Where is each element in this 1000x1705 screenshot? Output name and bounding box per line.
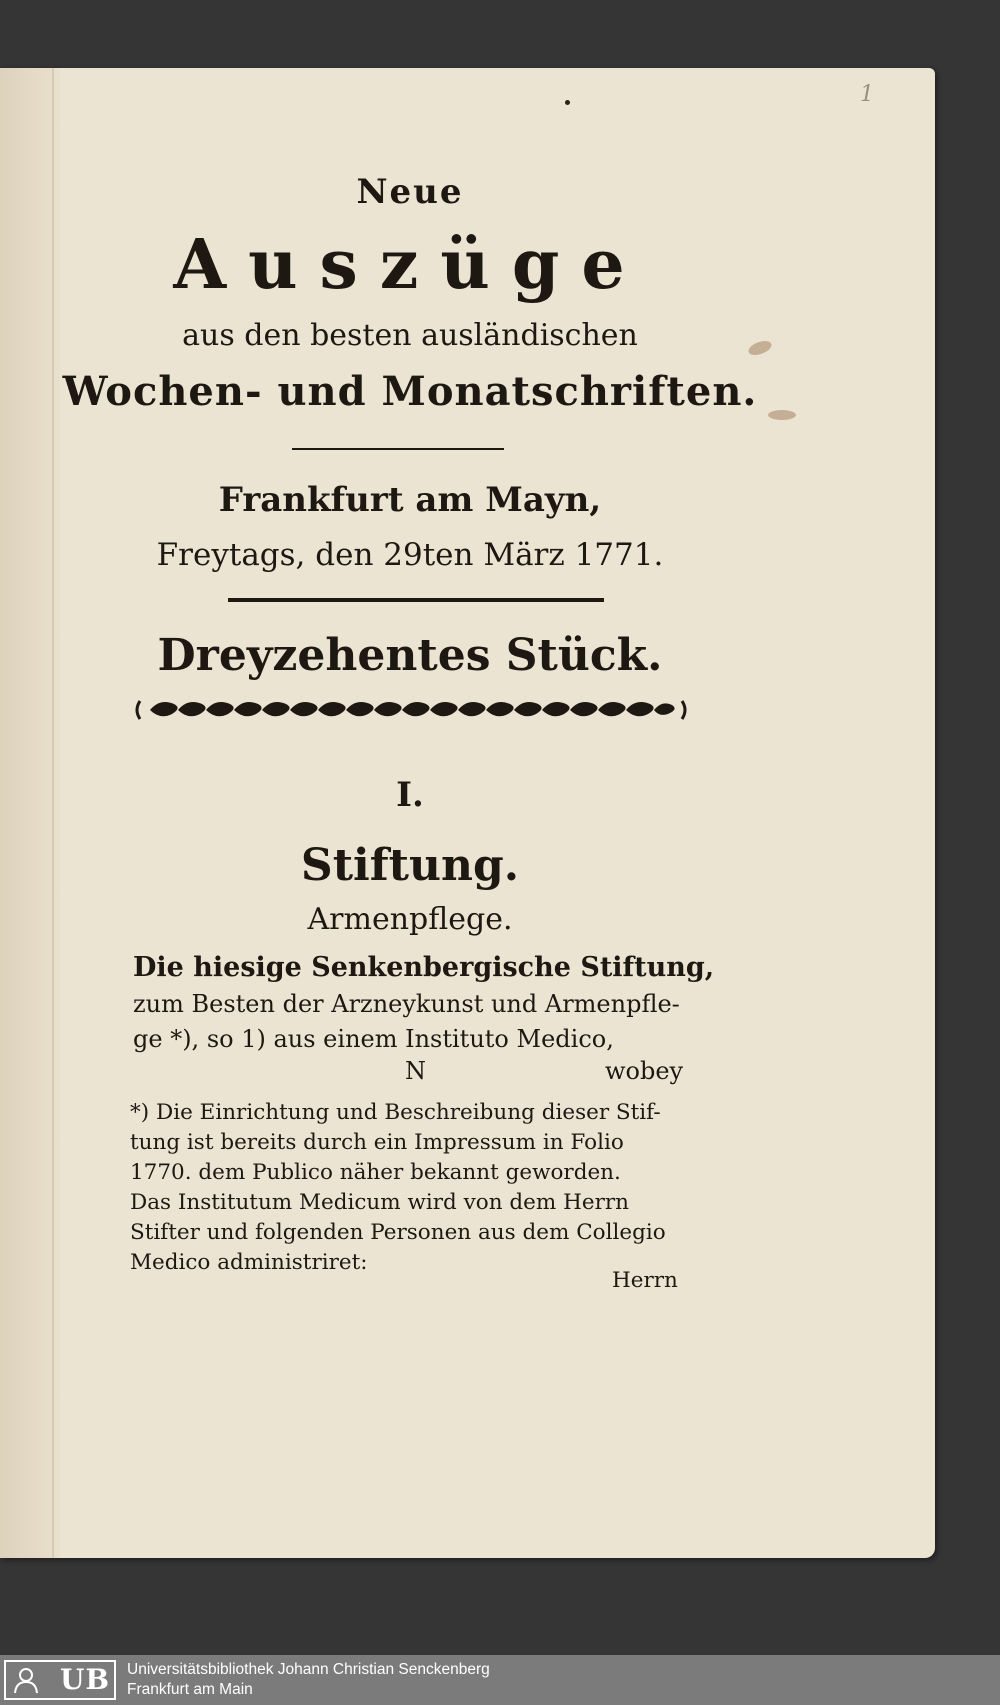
- title-neue: Neue: [356, 172, 464, 212]
- issue-title: Dreyzehentes Stück.: [157, 630, 663, 681]
- institution-name: Universitätsbibliothek Johann Christian Senckenberg: [127, 1661, 490, 1678]
- footnote-line: Stifter und folgenden Personen aus dem Collegio: [130, 1220, 666, 1245]
- title-subtitle-2: Wochen- und Monatschriften.: [62, 368, 758, 415]
- subsection-title: Armenpflege.: [307, 902, 513, 937]
- date-line: Freytags, den 29ten März 1771.: [156, 537, 664, 573]
- footnote-catchword: Herrn: [612, 1268, 678, 1293]
- place-line: Frankfurt am Mayn,: [218, 480, 602, 520]
- date-rule: [228, 598, 604, 602]
- section-number: I.: [396, 775, 424, 815]
- paper-stain: [565, 100, 570, 105]
- body-line: zum Besten der Arzneykunst und Armenpfle-: [133, 990, 680, 1018]
- footnote-line: Medico administriret:: [130, 1250, 368, 1275]
- signature-mark: N: [405, 1057, 426, 1085]
- footnote-line: *) Die Einrichtung und Beschreibung dieser Stif-: [130, 1100, 661, 1125]
- title-rule: [292, 448, 504, 450]
- folio-mark: 1: [860, 82, 874, 107]
- title-subtitle: aus den besten ausländischen: [182, 318, 638, 353]
- body-line: Die hiesige Senkenbergische Stiftung,: [133, 952, 715, 983]
- body-line: ge *), so 1) aus einem Instituto Medico,: [133, 1025, 614, 1053]
- catchword: wobey: [605, 1057, 684, 1085]
- institution-city: Frankfurt am Main: [127, 1681, 253, 1698]
- library-footer: [0, 1655, 1000, 1705]
- footnote-line: 1770. dem Publico näher bekannt geworden.: [130, 1160, 621, 1185]
- footnote-line: tung ist bereits durch ein Impressum in Folio: [130, 1130, 624, 1155]
- title-auszuege: Auszüge: [173, 225, 647, 305]
- ornament-border: [132, 695, 690, 725]
- bust-icon: [12, 1666, 40, 1694]
- logo-text: UB: [60, 1663, 111, 1696]
- footnote-line: Das Institutum Medicum wird von dem Herrn: [130, 1190, 630, 1215]
- section-title: Stiftung.: [300, 840, 520, 891]
- library-logo: [4, 1660, 116, 1700]
